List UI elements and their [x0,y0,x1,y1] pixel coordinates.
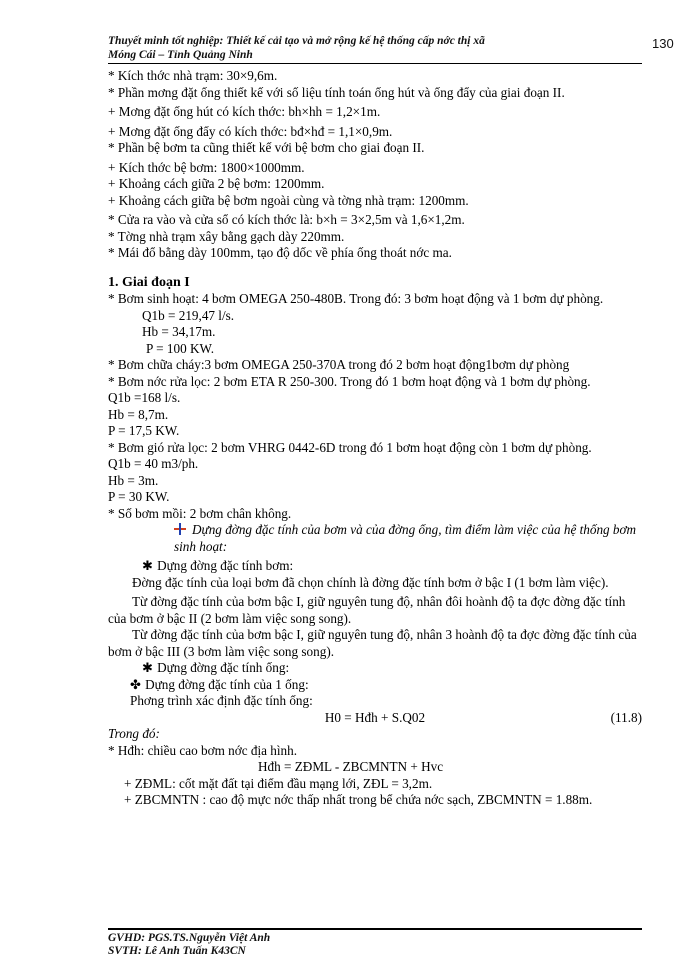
vacuum-pump-text: * Số bơm mồi: 2 bơm chân không. [108,505,292,521]
intro-line: * Cửa ra vào và cửa sổ có kích thớc là: b×h = 3×2,5m và 1,6×1,2m. [108,212,465,227]
flower-bullet-icon: ✱ [142,660,154,675]
footer-advisor: GVHD: PGS.TS.Nguyễn Việt Anh [108,932,271,944]
page-header [108,34,648,62]
page-number: 130 [652,36,674,51]
where-hdh: * Hđh: chiều cao bơm nớc địa hình. [108,742,298,758]
pump-curve-heading [108,558,642,575]
intro-line: * Phần bệ bơm ta cũng thiết kế với bệ bơm cho giai đoạn II. [108,140,425,155]
page-footer [108,932,648,958]
plus-star-icon [174,523,186,535]
single-pipe-heading-text: Dựng đờng đặc tính của 1 ống: [145,676,309,692]
intro-line: + Kích thớc bệ bơm: 1800×1000mm. [108,159,305,175]
pump-curve-paragraph: Đờng đặc tính của loại bơm đã chọn chính là đờng đặc tính bơm ở bậc I (1 bơm làm việc). [132,574,609,590]
pump-domestic-text: * Bơm sinh hoạt: 4 bơm OMEGA 250-480B. Trong đó: 3 bơm hoạt động và 1 bơm dự phòng. [108,291,604,306]
intro-line: + Khoảng cách giữa bệ bơm ngoài cùng và tờng nhà trạm: 1200mm. [108,192,469,208]
intro-line: * Tờng nhà trạm xây bằng gạch dày 220mm. [108,228,345,244]
where-zdml: + ZĐML: cốt mặt đất tại điểm đầu mạng lới, ZĐL = 3,2m. [124,775,433,791]
pump-wash-text: * Bơm nớc rửa lọc: 2 bơm ETA R 250-300. Trong đó 1 bơm hoạt động và 1 bơm dự phòng. [108,373,591,389]
blower-text: * Bơm gió rửa lọc: 2 bơm VHRG 0442-6D trong đó 1 bơm hoạt động còn 1 bơm dự phòng. [108,439,592,455]
pump-wash-head: Hb = 8,7m. [108,406,169,422]
flower-bullet-icon: ✱ [142,558,154,573]
pump-domestic-flow: Q1b = 219,47 l/s. [142,307,235,323]
pump-fire-text: * Bơm chữa cháy:3 bơm OMEGA 250-370A trong đó 2 bơm hoạt động1bơm dự phòng [108,357,570,372]
where-label: Trong đó: [108,726,160,741]
single-pipe-heading [108,677,642,694]
intro-line: * Phần mơng đặt ống thiết kế với số liệu tính toán ống hút và ống đẩy của giai đoạn II. [108,84,565,100]
italic-heading-text: Dựng đờng đặc tính của bơm và của đờng ống, tìm điểm làm việc của hệ thống bơm sinh hoạt: [174,522,637,554]
pipe-curve-heading [108,660,642,677]
cross-bullet-icon: ✤ [130,676,142,692]
intro-line: + Khoảng cách giữa 2 bệ bơm: 1200mm. [108,176,325,191]
blower-head: Hb = 3m. [108,472,159,488]
header-line-1: Thuyết minh tốt nghiệp: Thiết kế cải tạo và mở rộng kế hệ thống cấp nớc thị xã [108,35,485,47]
italic-heading [108,522,642,555]
pump-domestic-head: Hb = 34,17m. [142,324,216,339]
pump-domestic-power: P = 100 KW. [146,340,215,356]
intro-line: + Mơng đặt ống đẩy có kích thớc: bđ×hđ = 1,1×0,9m. [108,123,393,139]
pump-curve-heading-text: Dựng đờng đặc tính bơm: [157,558,294,573]
intro-line: * Mái đổ bằng dày 100mm, tạo độ dốc về phía ống thoát nớc ma. [108,245,452,260]
footer-student: SVTH: Lê Anh Tuấn K43CN [108,945,246,957]
pump-curve-paragraph: Từ đờng đặc tính của bơm bậc I, giữ nguyên tung độ, nhân 3 hoành độ ta đợc đờng đặc tính của bơm ở bậc III (3 bơm làm việc song song). [108,627,637,659]
equation: H0 = Hđh + S.Q02 [324,709,426,725]
section-title: 1. Giai đoạn I [108,274,190,290]
footer-rule [108,928,642,930]
pipe-curve-heading-text: Dựng đờng đặc tính ống: [157,660,290,675]
intro-line: + Mơng đặt ống hút có kích thớc: bh×hh = 1,2×1m. [108,104,381,119]
equation-number: (11.8) [610,709,642,725]
intro-line: * Kích thớc nhà trạm: 30×9,6m. [108,68,278,83]
header-line-2: Móng Cái – Tỉnh Quảng Ninh [108,49,253,61]
pump-wash-power: P = 17,5 KW. [108,423,180,438]
header-rule [108,63,642,64]
where-hdh-equation: Hđh = ZĐML - ZBCMNTN + Hvc [258,759,444,774]
pump-wash-flow: Q1b =168 l/s. [108,390,181,405]
equation-line [108,710,642,727]
blower-flow: Q1b = 40 m3/ph. [108,456,199,471]
pump-curve-paragraph: Từ đờng đặc tính của bơm bậc I, giữ nguyên tung độ, nhân đôi hoành độ ta đợc đờng đặc tính của bơm ở bậc II (2 bơm làm việc song song). [108,594,626,626]
where-zbc: + ZBCMNTN : cao độ mực nớc thấp nhất trong bể chứa nớc sạch, ZBCMNTN = 1.88m. [124,792,593,807]
equation-intro: Phơng trình xác định đặc tính ống: [130,693,313,708]
blower-power: P = 30 KW. [108,489,170,504]
document-body [108,68,642,809]
